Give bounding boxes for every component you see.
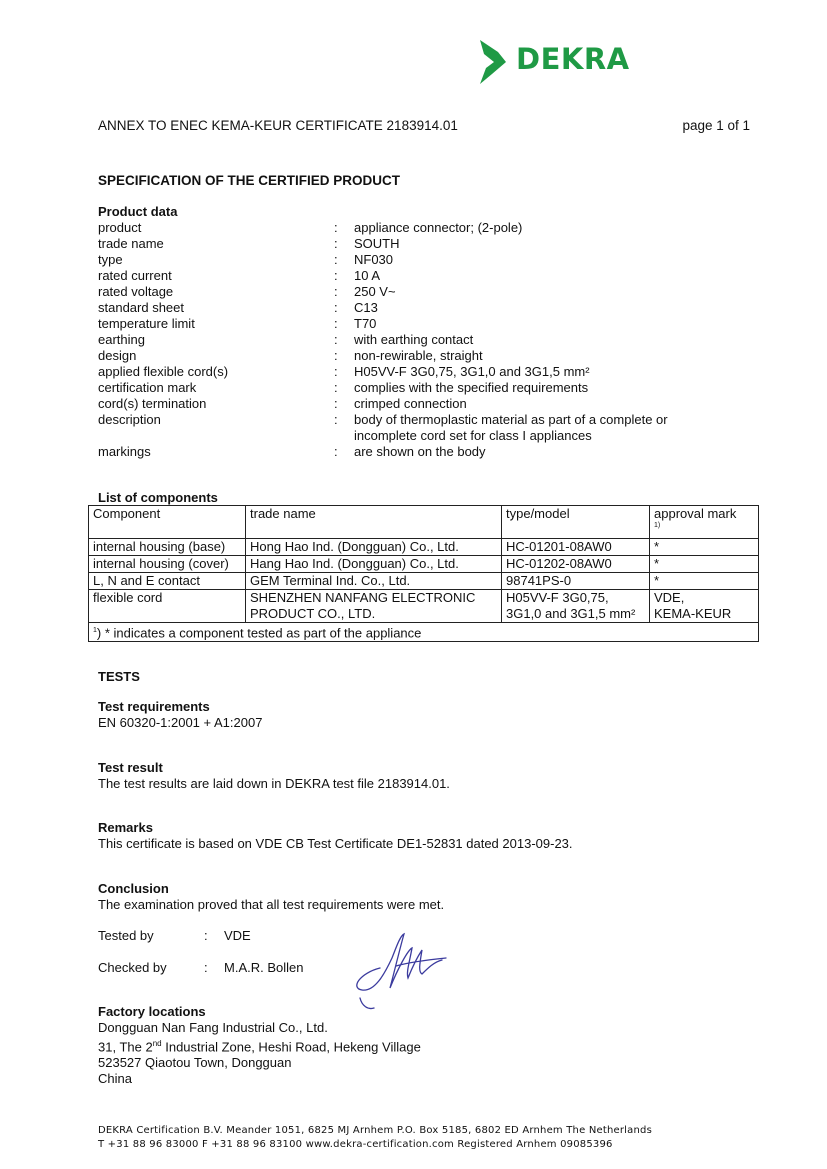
product-data-value: are shown on the body (354, 444, 486, 459)
cell-type-line2: 3G1,0 and 3G1,5 mm² (506, 606, 636, 621)
product-data-label: design (98, 348, 137, 363)
product-data-value: appliance connector; (2-pole) (354, 220, 523, 235)
checked-by-colon: : (204, 960, 208, 975)
factory-line2-sup: nd (152, 1039, 162, 1048)
product-data-label: markings (98, 444, 151, 459)
product-data-colon: : (334, 252, 338, 267)
product-data-label: type (98, 252, 123, 267)
approval-mark-label: approval mark (654, 506, 737, 521)
product-data-colon: : (334, 220, 338, 235)
product-data-value: complies with the specified requirements (354, 380, 589, 395)
remarks-block (98, 820, 758, 852)
product-data-value: body of thermoplastic material as part of a complete or (354, 412, 668, 427)
product-data-label: rated current (98, 268, 172, 283)
page-footer (98, 1124, 652, 1152)
factory-line3: 523527 Qiaotou Town, Dongguan (98, 1055, 292, 1071)
product-data-label: certification mark (98, 380, 197, 395)
cell-mark-line1: VDE, (654, 590, 685, 605)
approval-mark-note: 1) (654, 522, 661, 529)
table-row (89, 573, 759, 590)
product-data-colon: : (334, 348, 338, 363)
product-data-value: 250 V~ (354, 284, 396, 299)
table-row (89, 556, 759, 573)
table-row (89, 590, 759, 623)
product-data-row (98, 380, 758, 396)
cell-type: HC-01201-08AW0 (502, 539, 650, 556)
product-data-colon: : (334, 396, 338, 411)
cell-trade-line2: PRODUCT CO., LTD. (250, 606, 376, 621)
cell-trade (246, 590, 502, 623)
product-data-heading: Product data (98, 204, 178, 219)
product-data-value: NF030 (354, 252, 394, 267)
cell-component: internal housing (cover) (89, 556, 246, 573)
test-requirements-block (98, 699, 758, 731)
cell-type-line1: H05VV-F 3G0,75, (506, 590, 609, 605)
cell-trade: Hong Hao Ind. (Dongguan) Co., Ltd. (246, 539, 502, 556)
conclusion-heading: Conclusion (98, 881, 169, 896)
document-header (98, 118, 750, 133)
test-result-block (98, 760, 758, 792)
test-requirements-text: EN 60320-1:2001 + A1:2007 (98, 715, 263, 730)
header-approval-mark (650, 506, 759, 539)
product-data-colon: : (334, 412, 338, 427)
table-header-row (89, 506, 759, 539)
checked-by-value: M.A.R. Bollen (224, 960, 304, 975)
conclusion-text: The examination proved that all test requirements were met. (98, 897, 445, 912)
product-data-label: standard sheet (98, 300, 185, 315)
cell-mark: * (650, 539, 759, 556)
product-data-label: trade name (98, 236, 164, 251)
product-data-row (98, 444, 758, 460)
product-data-row (98, 396, 758, 412)
factory-line1: Dongguan Nan Fang Industrial Co., Ltd. (98, 1020, 328, 1035)
cell-component: internal housing (base) (89, 539, 246, 556)
product-data-colon: : (334, 284, 338, 299)
product-data-row (98, 332, 758, 348)
footer-line2: T +31 88 96 83000 F +31 88 96 83100 www.dekra-certification.com Registered Arnhem 09085396 (98, 1139, 613, 1150)
page-number: page 1 of 1 (682, 118, 750, 133)
product-data-row (98, 284, 758, 300)
product-data-row (98, 316, 758, 332)
cell-trade: Hang Hao Ind. (Dongguan) Co., Ltd. (246, 556, 502, 573)
remarks-heading: Remarks (98, 820, 153, 835)
components-table (88, 505, 759, 642)
test-result-text: The test results are laid down in DEKRA test file 2183914.01. (98, 776, 450, 791)
product-data-row (98, 252, 758, 268)
factory-line2 (98, 1036, 758, 1055)
tested-by-label: Tested by (98, 928, 154, 943)
product-data-colon: : (334, 268, 338, 283)
test-requirements-heading: Test requirements (98, 699, 210, 714)
factory-line4: China (98, 1071, 132, 1087)
product-data-value: with earthing contact (354, 332, 474, 347)
header-trade-name: trade name (246, 506, 502, 539)
tested-by-row (98, 928, 251, 944)
footnote-mark: 1 (93, 627, 97, 634)
product-data-label: product (98, 220, 142, 235)
product-data-section (98, 204, 758, 460)
cell-mark: * (650, 556, 759, 573)
spec-title: SPECIFICATION OF THE CERTIFIED PRODUCT (98, 173, 401, 188)
product-data-colon: : (334, 236, 338, 251)
product-data-row (98, 268, 758, 284)
dekra-logo-mark-icon (478, 40, 514, 84)
table-footnote (89, 623, 759, 642)
product-data-value: non-rewirable, straight (354, 348, 483, 363)
signature (350, 928, 450, 1014)
tested-by-value: VDE (224, 928, 251, 943)
product-data-colon: : (334, 316, 338, 331)
header-type-model: type/model (502, 506, 650, 539)
dekra-logo-text: DEKRA (516, 42, 630, 76)
remarks-text: This certificate is based on VDE CB Test Certificate DE1-52831 dated 2013-09-23. (98, 836, 573, 851)
tests-heading: TESTS (98, 669, 140, 684)
footer-line1: DEKRA Certification B.V. Meander 1051, 6825 MJ Arnhem P.O. Box 5185, 6802 ED Arnhem The Netherlands (98, 1125, 652, 1136)
factory-locations-block (98, 1004, 758, 1087)
header-component: Component (89, 506, 246, 539)
product-data-row (98, 300, 758, 316)
product-data-row (98, 412, 758, 428)
cell-trade: GEM Terminal Ind. Co., Ltd. (246, 573, 502, 590)
factory-line2-a: 31, The 2 (98, 1039, 153, 1055)
product-data-label: temperature limit (98, 316, 195, 331)
product-data-value: T70 (354, 316, 377, 331)
cell-trade-line1: SHENZHEN NANFANG ELECTRONIC (250, 590, 476, 605)
product-data-label: applied flexible cord(s) (98, 364, 229, 379)
checked-by-row (98, 960, 304, 976)
product-data-row (98, 364, 758, 380)
product-data-value: crimped connection (354, 396, 467, 411)
product-data-colon: : (334, 380, 338, 395)
product-data-row (98, 348, 758, 364)
table-row (89, 539, 759, 556)
product-data-value: C13 (354, 300, 378, 315)
table-footnote-row (89, 623, 759, 642)
product-data-colon: : (334, 444, 338, 459)
product-data-row-continuation (98, 428, 758, 444)
product-data-value: H05VV-F 3G0,75, 3G1,0 and 3G1,5 mm² (354, 364, 590, 379)
factory-line2-b: Industrial Zone, Heshi Road, Hekeng Village (161, 1039, 421, 1055)
cell-mark (650, 590, 759, 623)
test-result-heading: Test result (98, 760, 163, 775)
cell-type: 98741PS-0 (502, 573, 650, 590)
product-data-value: 10 A (354, 268, 381, 283)
product-data-colon: : (334, 332, 338, 347)
cell-component: L, N and E contact (89, 573, 246, 590)
cell-mark-line2: KEMA-KEUR (654, 606, 732, 621)
cell-mark: * (650, 573, 759, 590)
cell-type: HC-01202-08AW0 (502, 556, 650, 573)
components-heading: List of components (98, 490, 218, 505)
product-data-label: description (98, 412, 161, 427)
certificate-title: ANNEX TO ENEC KEMA-KEUR CERTIFICATE 2183914.01 (98, 118, 458, 133)
product-data-label: earthing (98, 332, 145, 347)
dekra-logo (478, 40, 638, 86)
tested-by-colon: : (204, 928, 208, 943)
factory-heading: Factory locations (98, 1004, 206, 1019)
product-data-label: cord(s) termination (98, 396, 207, 411)
checked-by-label: Checked by (98, 960, 167, 975)
product-data-row (98, 220, 758, 236)
product-data-row (98, 236, 758, 252)
product-data-colon: : (334, 364, 338, 379)
product-data-value: SOUTH (354, 236, 400, 251)
product-data-label: rated voltage (98, 284, 174, 299)
footnote-text: ) * indicates a component tested as part of the appliance (96, 625, 422, 641)
product-data-value-line2: incomplete cord set for class I appliances (354, 428, 592, 443)
cell-type (502, 590, 650, 623)
conclusion-block (98, 881, 758, 913)
product-data-colon: : (334, 300, 338, 315)
cell-component: flexible cord (89, 590, 246, 623)
